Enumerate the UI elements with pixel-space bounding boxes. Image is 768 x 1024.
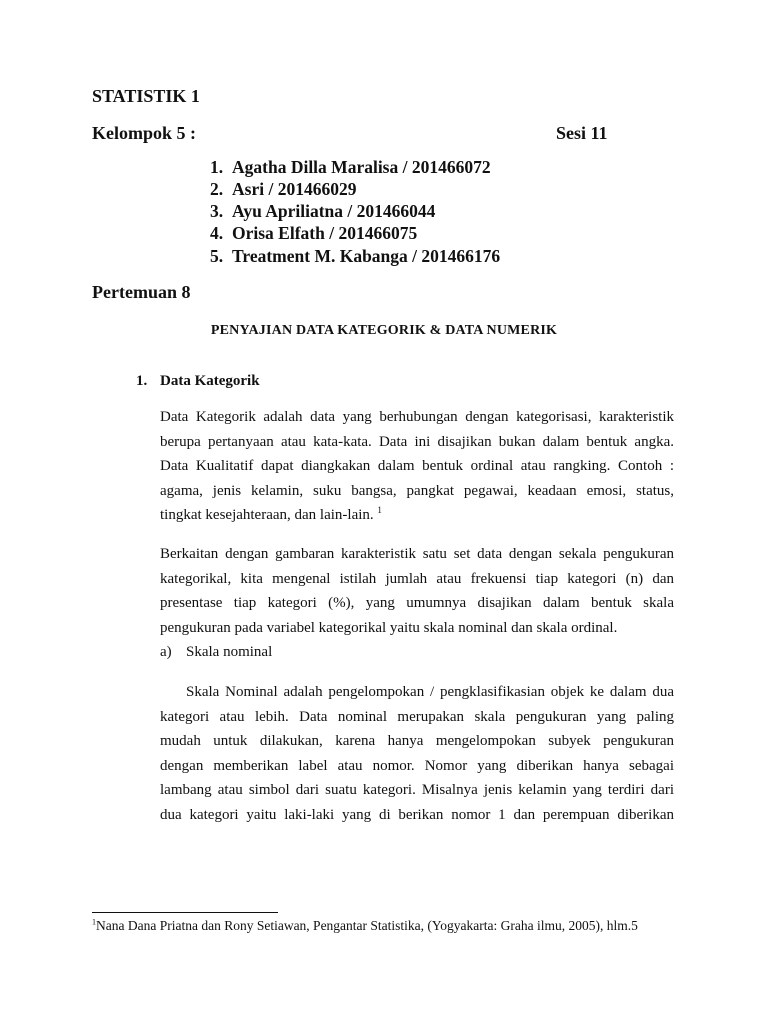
- footnote-marker: 1: [92, 917, 96, 927]
- subsection-label: a): [160, 644, 172, 660]
- course-title: STATISTIK 1: [92, 86, 200, 106]
- paragraph-line: pengukuran pada variabel kategorikal yaitu skala nominal dan skala ordinal.: [160, 619, 618, 636]
- footnote-divider: [92, 912, 278, 913]
- member-name: Agatha Dilla Maralisa / 201466072: [232, 157, 491, 177]
- member-item: [210, 201, 435, 222]
- member-name: Asri / 201466029: [232, 179, 357, 199]
- paragraph-line: Berkaitan dengan gambaran karakteristik satu set data dengan sekala pengukuran: [160, 546, 674, 562]
- member-item: [210, 223, 417, 244]
- paragraph-line: tingkat kesejahteraan, dan lain-lain.: [160, 507, 374, 524]
- paragraph-line: mudah untuk dilakukan, karena hanya mengelompokan subyek pengukuran: [160, 733, 674, 750]
- subsection-title: Skala nominal: [186, 644, 273, 660]
- member-item: [210, 157, 491, 178]
- member-name: Orisa Elfath / 201466075: [232, 223, 418, 243]
- paragraph-characteristics: [160, 542, 674, 640]
- member-number: 4.: [210, 223, 224, 243]
- member-item: [210, 179, 356, 200]
- document-title: PENYAJIAN DATA KATEGORIK & DATA NUMERIK: [210, 323, 558, 338]
- paragraph-line: lambang atau simbol dari suatu kategori. Misalnya jenis kelamin yang terdiri dari: [160, 782, 674, 799]
- paragraph-line: dua kategori yaitu laki-laki yang di berikan nomor 1 dan perempuan diberikan: [160, 806, 674, 823]
- member-number: 1.: [210, 157, 224, 177]
- paragraph-line-last: [160, 503, 674, 528]
- paragraph-definition: [160, 405, 674, 528]
- member-item: [210, 246, 500, 267]
- footnote-text: Nana Dana Priatna dan Rony Setiawan, Pengantar Statistika, (Yogyakarta: Graha ilmu, 2005), hlm.5: [96, 918, 638, 933]
- session-label: Sesi 11: [556, 123, 608, 143]
- meeting-label: Pertemuan 8: [92, 282, 191, 302]
- group-label: Kelompok 5 :: [92, 123, 197, 143]
- paragraph-line: Data Kategorik adalah data yang berhubungan dengan kategorisasi, karakteristik: [160, 409, 674, 425]
- member-number: 5.: [210, 246, 224, 266]
- member-number: 3.: [210, 201, 224, 221]
- paragraph-line: kategori atau lebih. Data nominal merupakan skala pengukuran yang paling: [160, 708, 674, 725]
- footnote-reference[interactable]: 1: [377, 505, 382, 516]
- paragraph-line: kategorikal, kita mengenal istilah jumlah atau frekuensi tiap kategori (n) dan: [160, 570, 674, 587]
- footnote: [92, 918, 638, 934]
- paragraph-line: Skala Nominal adalah pengelompokan / pengklasifikasian objek ke dalam dua: [186, 684, 674, 700]
- section-title: Data Kategorik: [160, 373, 260, 389]
- paragraph-line: dengan memberikan label atau nomor. Nomor yang diberikan hanya sebagai: [160, 757, 674, 774]
- paragraph-line: presentase tiap kategori (%), yang umumnya disajikan dalam bentuk skala: [160, 595, 674, 612]
- member-number: 2.: [210, 179, 224, 199]
- member-name: Ayu Apriliatna / 201466044: [232, 201, 436, 221]
- paragraph-nominal-scale: [160, 680, 674, 828]
- paragraph-line: Data Kualitatif dapat diangkakan dalam bentuk ordinal atau rangking. Contoh :: [160, 458, 674, 475]
- paragraph-line: berupa pertanyaan atau kata-kata. Data ini disajikan bukan dalam bentuk angka.: [160, 433, 674, 450]
- section-number: 1.: [136, 373, 148, 389]
- member-name: Treatment M. Kabanga / 201466176: [232, 246, 501, 266]
- paragraph-line: agama, jenis kelamin, suku bangsa, pangkat pegawai, keadaan emosi, status,: [160, 482, 674, 499]
